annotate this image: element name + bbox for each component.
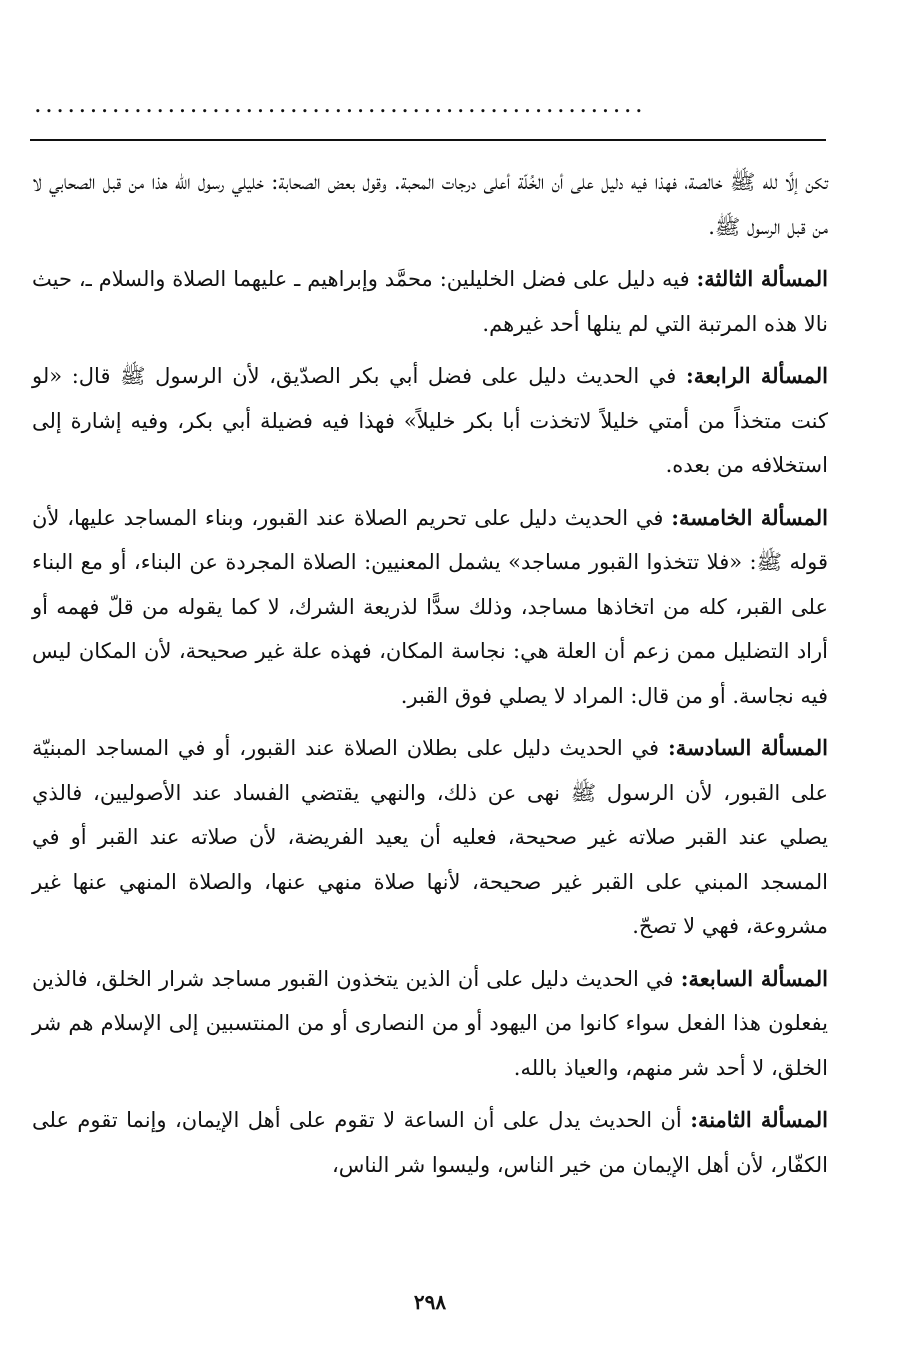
paragraph-masala-5 [32, 496, 828, 719]
header-dotted-line: ....................................................... [34, 92, 647, 116]
paragraph-heading: المسألة الخامسة: [671, 504, 828, 530]
paragraph-text: أن الحديث يدل على أن الساعة لا تقوم على أهل الإيمان، وإنما تقوم على الكفّار، لأن أهل الإيمان من خير الناس، وليسوا شر الناس، [32, 1108, 828, 1177]
paragraph-text: في الحديث دليل على تحريم الصلاة عند القبور، وبناء المساجد عليها، لأن قوله ﷺ: «فلا تتخذوا القبور مساجد» يشمل المعنيين: الصلاة المجردة عن البناء، أو مع البناء على القبر، كله من اتخاذها مساجد، وذلك سدًّا لذريعة الشرك، لا كما يقوله من قلّ فهمه أو أراد التضليل ممن زعم أن العلة هي: نجاسة المكان، فهذه علة غير صحيحة، لأن المكان ليس فيه نجاسة. أو من قال: المراد لا يصلي فوق القبر. [32, 505, 828, 708]
paragraph-heading: المسألة الثامنة: [690, 1107, 828, 1132]
paragraph-heading: المسألة الثالثة: [696, 266, 828, 291]
page-number: ٢٩٨ [413, 1290, 447, 1314]
paragraph-masala-8 [32, 1098, 828, 1187]
paragraph-masala-3 [32, 257, 828, 346]
paragraph-heading: المسألة السادسة: [667, 735, 828, 760]
paragraph-text: في الحديث دليل على أن الذين يتخذون القبور مساجد شرار الخلق، فالذين يفعلون هذا الفعل سواء كانوا من اليهود أو من النصارى أو من المنتسبين إلى الإسلام هم شر الخلق، لا أحد شر منهم، والعياذ بالله. [32, 966, 828, 1080]
paragraph-masala-6 [32, 726, 828, 949]
paragraph-continuation [32, 160, 828, 249]
paragraph-text: تكن إلَّا لله ﷺ خالصة، فهذا فيه دليل على أن الخُلّة أعلى درجات المحبة. وقول بعض الصحابة: خليلي رسول الله هذا من قبل الصحابي لا من قبل الرسول ﷺ. [32, 170, 828, 239]
paragraph-text: فيه دليل على فضل الخليلين: محمَّد وإبراهيم ـ عليهما الصلاة والسلام ـ، حيث نالا هذه المرتبة التي لم ينلها أحد غيرهم. [32, 267, 828, 336]
paragraph-heading: المسألة السابعة: [680, 965, 829, 991]
paragraph-masala-7 [32, 957, 828, 1091]
paragraph-heading: المسألة الرابعة: [685, 363, 828, 388]
header-rule [30, 139, 826, 141]
page-body [32, 160, 828, 1195]
paragraph-text: في الحديث دليل على بطلان الصلاة عند القبور، أو في المساجد المبنيّة على القبور، لأن الرسول ﷺ نهى عن ذلك، والنهي يقتضي الفساد عند الأصوليين، فالذي يصلي عند القبر صلاته غير صحيحة، فعليه أن يعيد الفريضة، لأن صلاته عند القبر أو في المسجد المبني على القبر غير صحيحة، لأنها صلاة منهي عنها، والصلاة المنهي عنها غير مشروعة، فهي لا تصحّ. [32, 736, 828, 938]
paragraph-text: في الحديث دليل على فضل أبي بكر الصدّيق، لأن الرسول ﷺ قال: «لو كنت متخذاً من أمتي خليلاً لاتخذت أبا بكر خليلاً» فهذا فيه فضيلة أبي بكر، وفيه إشارة إلى استخلافه من بعده. [32, 364, 828, 477]
paragraph-masala-4 [32, 354, 828, 488]
